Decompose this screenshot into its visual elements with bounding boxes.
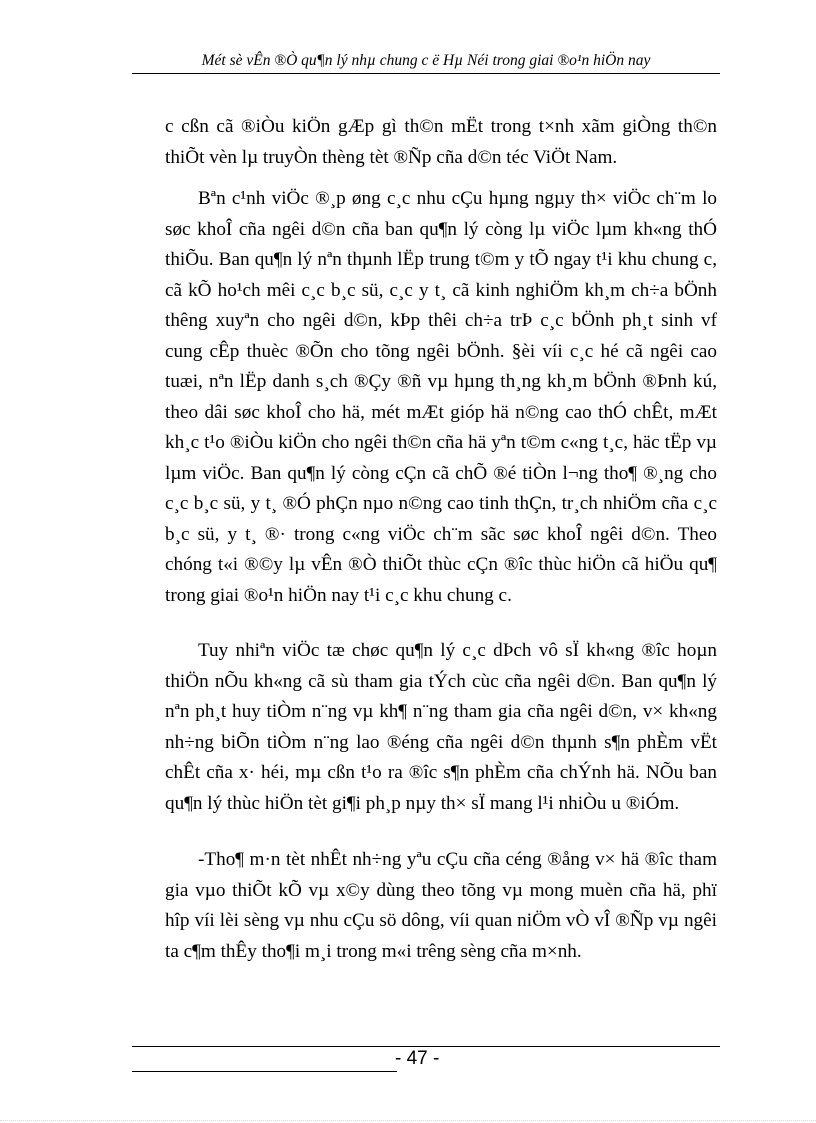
- header-rule: [132, 73, 720, 74]
- footer-underline: [132, 1071, 397, 1072]
- page-edge-divider: [0, 1120, 816, 1121]
- page-number: - 47 -: [395, 1048, 440, 1069]
- footer-rule: [132, 1046, 720, 1047]
- paragraph-2: Bªn c¹nh viÖc ®¸p øng c¸c nhu cÇu hµng ngµy th× viÖc ch¨m lo søc khoÎ cña ngêi d©n cña ban qu¶n lý còng lµ viÖc lµm kh«ng thÓ thiÕu. Ban qu¶n lý nªn thµnh lËp trung t©m y tÕ ngay t¹i khu chung c, cã kÕ ho¹ch mêi c¸c b¸c sü, c¸c y t¸ cã kinh nghiÖm kh¸m ch÷a bÖnh thêng xuyªn cho ngêi d©n, kÞp thêi ch÷a trÞ c¸c bÖnh ph¸t sinh vf cung cÊp thuèc ®Õn cho tõng ngêi bÖnh. §èi víi c¸c hé cã ngêi cao tuæi, nªn lËp danh s¸ch ®Çy ®ñ vµ hµng th¸ng kh¸m bÖnh ®Þnh kú, theo dâi søc khoÎ cho hä, mét mÆt gióp hä n©ng cao thÓ chÊt, mÆt kh¸c t¹o ®iÒu kiÖn cho ngêi th©n cña hä yªn t©m c«ng t¸c, häc tËp vµ lµm viÖc. Ban qu¶n lý còng cÇn cã chÕ ®é tiÒn l¬ng tho¶ ®¸ng cho c¸c b¸c sü, y t¸ ®Ó phÇn nµo n©ng cao tinh thÇn, tr¸ch nhiÖm cña c¸c b¸c sü, y t¸ ®· trong c«ng viÖc ch¨m sãc søc khoÎ ngêi d©n. Theo chóng t«i ®©y lµ vÊn ®Ò thiÕt thùc cÇn ®îc thùc hiÖn cã hiÖu qu¶ trong giai ®o¹n hiÖn nay t¹i c¸c khu chung c.: [165, 188, 717, 606]
- paragraph-4: -Tho¶ m·n tèt nhÊt nh÷ng yªu cÇu cña céng ®ång v× hä ®îc tham gia vµo thiÕt kÕ vµ x©y dùng theo tõng vµ mong muèn cña hä, phï hîp víi lèi sèng vµ nhu cÇu sö dông, víi quan niÖm vÒ vÎ ®Ñp vµ ngêi ta c¶m thÊy tho¶i m¸i trong m«i trêng sèng cña m×nh.: [165, 849, 717, 962]
- running-header: Mét sè vÊn ®Ò qu¶n lý nhµ chung c ë Hµ Néi trong giai ®o¹n hiÖn nay: [201, 52, 651, 69]
- paragraph-3: Tuy nhiªn viÖc tæ chøc qu¶n lý c¸c dÞch vô sÏ kh«ng ®îc hoµn thiÖn nÕu kh«ng cã sù tham gia tÝch cùc cña ngêi d©n. Ban qu¶n lý nªn ph¸t huy tiÒm n¨ng vµ kh¶ n¨ng tham gia cña ngêi d©n, v× kh«ng nh÷ng biÕn tiÒm n¨ng lao ®éng cña ngêi d©n thµnh s¶n phÈm vËt chÊt cña x· héi, mµ cßn t¹o ra ®îc s¶n phÈm cña chÝnh hä. NÕu ban qu¶n lý thùc hiÖn tèt gi¶i ph¸p nµy th× sÏ mang l¹i nhiÒu u ®iÓm.: [165, 640, 717, 814]
- paragraph-1: c cßn cã ®iÒu kiÖn gÆp gì th©n mËt trong t×nh xãm giÒng th©n thiÕt vèn lµ truyÒn thèng tèt ®Ñp cña d©n téc ViÖt Nam.: [165, 116, 717, 168]
